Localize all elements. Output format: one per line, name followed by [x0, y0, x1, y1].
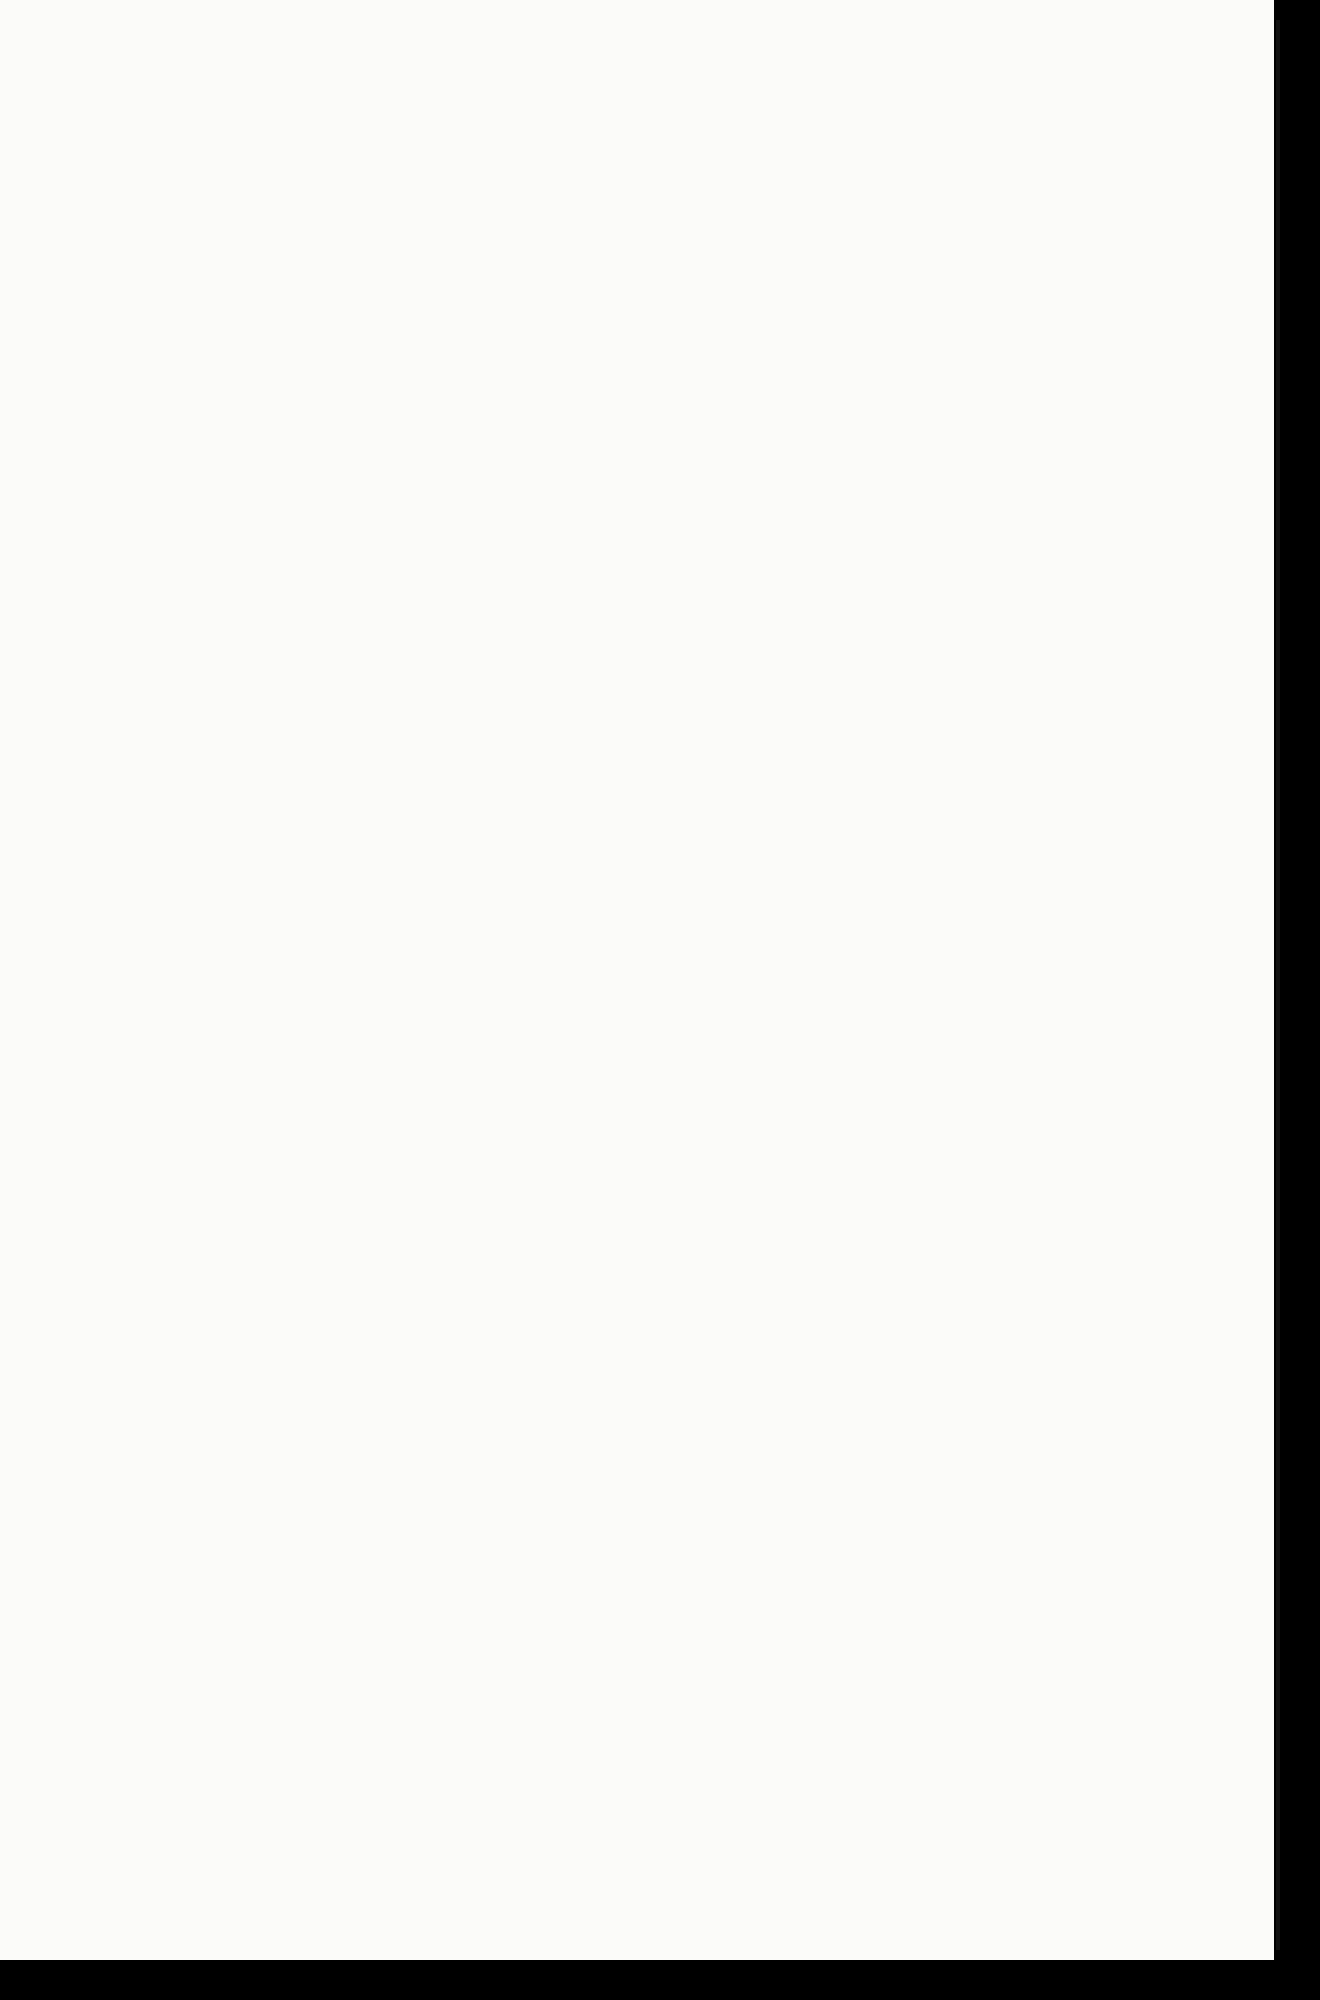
- page-edge-line: [1276, 20, 1280, 1950]
- perforated-stamp-icon: [120, 1700, 700, 1960]
